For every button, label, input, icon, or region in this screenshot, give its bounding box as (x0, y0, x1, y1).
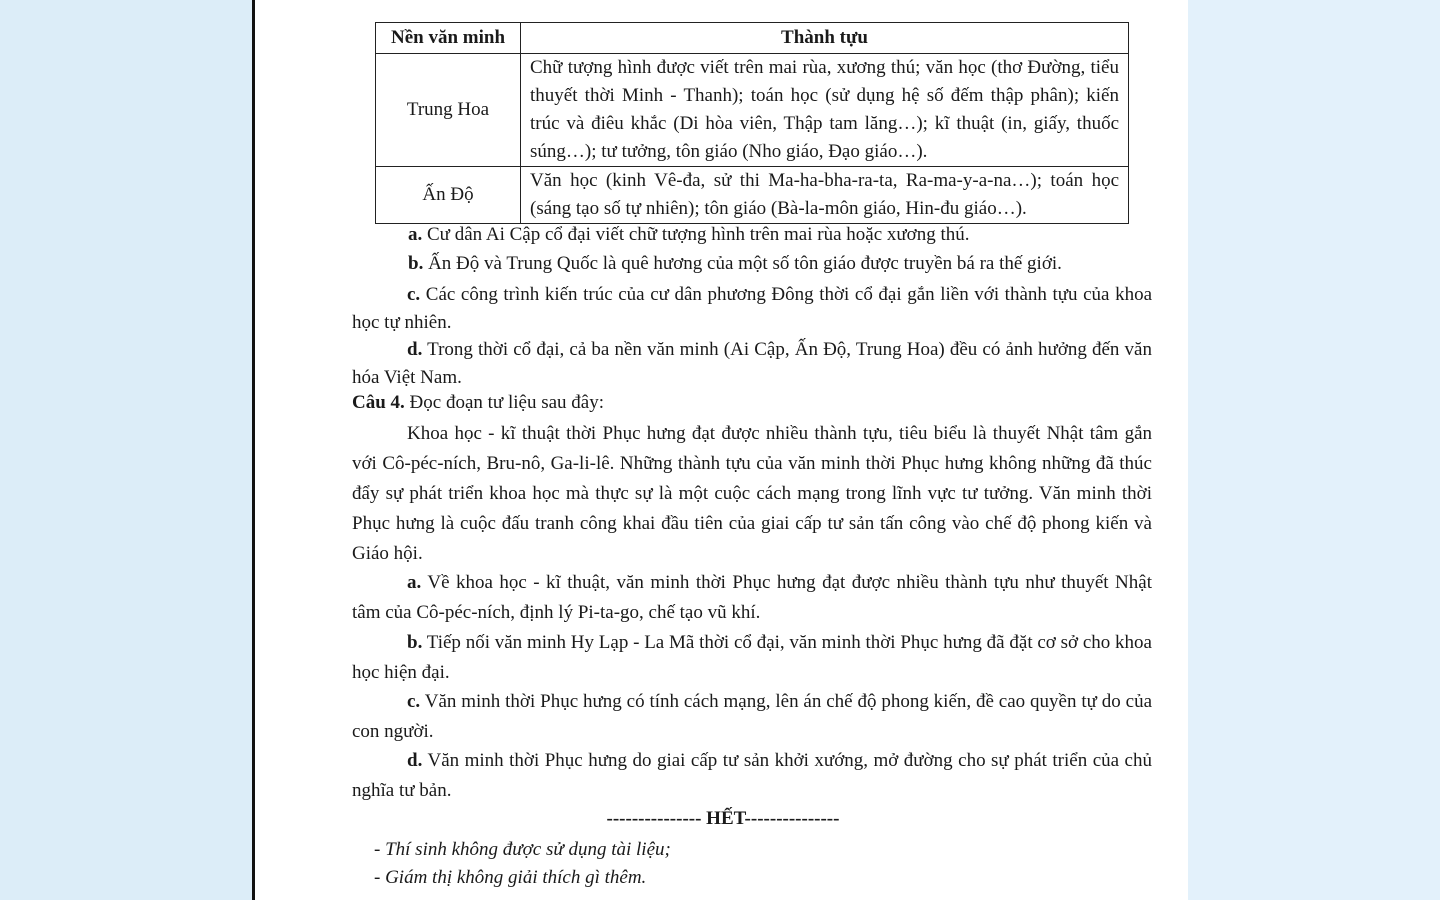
option-text: Cư dân Ai Cập cổ đại viết chữ tượng hình trên mai rùa hoặc xương thú. (427, 224, 970, 245)
option-label: c. (407, 691, 421, 712)
option-text: Văn minh thời Phục hưng do giai cấp tư sản khởi xướng, mở đường cho sự phát triển của chủ nghĩa tư bản. (352, 750, 1152, 801)
option-text: Ấn Độ và Trung Quốc là quê hương của một số tôn giáo được truyền bá ra thế giới. (428, 253, 1062, 274)
question-label: Câu 4. (352, 392, 405, 413)
table-header-civilization: Nền văn minh (376, 23, 521, 54)
table-header-achievements: Thành tựu (521, 23, 1129, 54)
q4-option-d (352, 746, 1152, 806)
table-cell-achievements: Chữ tượng hình được viết trên mai rùa, xương thú; văn học (thơ Đường, tiểu thuyết thời Minh - Thanh); toán học (sử dụng hệ số đếm thập phân); kiến trúc và điêu khắc (Di hòa viên, Thập tam lăng…); kĩ thuật (in, giấy, thuốc súng…); tư tưởng, tôn giáo (Nho giáo, Đạo giáo…). (521, 54, 1129, 167)
question-4-heading (352, 392, 604, 414)
option-text: Về khoa học - kĩ thuật, văn minh thời Phục hưng đạt được nhiều thành tựu như thuyết Nhật tâm của Cô-péc-ních, định lý Pi-ta-go, chế tạo vũ khí. (352, 572, 1152, 623)
question-prompt: Đọc đoạn tư liệu sau đây: (409, 392, 604, 413)
table-row (376, 167, 1129, 224)
option-label: c. (407, 284, 421, 305)
q3-option-d (352, 336, 1152, 392)
option-label: d. (407, 750, 423, 771)
right-background (1188, 0, 1440, 900)
option-label: a. (408, 224, 423, 245)
option-label: d. (407, 339, 423, 360)
table-row (376, 54, 1129, 167)
q4-option-c (352, 687, 1152, 747)
note-no-explanation: - Giám thị không giải thích gì thêm. (374, 867, 647, 888)
q3-option-b (408, 253, 1062, 275)
q4-option-a (352, 568, 1152, 628)
option-label: a. (407, 572, 422, 593)
q3-option-c (352, 281, 1152, 337)
note-no-materials: - Thí sinh không được sử dụng tài liệu; (374, 839, 671, 860)
left-background (0, 0, 252, 900)
civilization-table (375, 22, 1129, 224)
option-text: Văn minh thời Phục hưng có tính cách mạng, lên án chế độ phong kiến, đề cao quyền tự do của con người. (352, 691, 1152, 742)
option-label: b. (408, 253, 424, 274)
option-text: Tiếp nối văn minh Hy Lạp - La Mã thời cổ đại, văn minh thời Phục hưng đã đặt cơ sở cho khoa học hiện đại. (352, 632, 1152, 683)
q4-passage: Khoa học - kĩ thuật thời Phục hưng đạt được nhiều thành tựu, tiêu biểu là thuyết Nhật tâm gắn với Cô-péc-ních, Bru-nô, Ga-li-lê. Những thành tựu của văn minh thời Phục hưng không những đã thúc đẩy sự phát triển khoa học mà thực sự là một cuộc cách mạng trong lĩnh vực tư tưởng. Văn minh thời Phục hưng là cuộc đấu tranh công khai đầu tiên của giai cấp tư sản tấn công vào chế độ phong kiến và Giáo hội. (352, 423, 1152, 564)
table-header-row (376, 23, 1129, 54)
q4-option-b (352, 628, 1152, 688)
end-mark: --------------- HẾT--------------- (606, 808, 840, 829)
document-page (252, 0, 1188, 900)
table-cell-civilization: Trung Hoa (376, 54, 521, 167)
option-text: Trong thời cổ đại, cả ba nền văn minh (Ai Cập, Ấn Độ, Trung Hoa) đều có ảnh hưởng đến văn hóa Việt Nam. (352, 339, 1152, 388)
table-cell-civilization: Ấn Độ (376, 167, 521, 224)
q3-option-a (408, 224, 970, 246)
option-label: b. (407, 632, 423, 653)
table-cell-achievements: Văn học (kinh Vê-đa, sử thi Ma-ha-bha-ra-ta, Ra-ma-y-a-na…); toán học (sáng tạo số tự nhiên); tôn giáo (Bà-la-môn giáo, Hin-đu giáo…). (521, 167, 1129, 224)
option-text: Các công trình kiến trúc của cư dân phương Đông thời cổ đại gắn liền với thành tựu của khoa học tự nhiên. (352, 284, 1152, 333)
